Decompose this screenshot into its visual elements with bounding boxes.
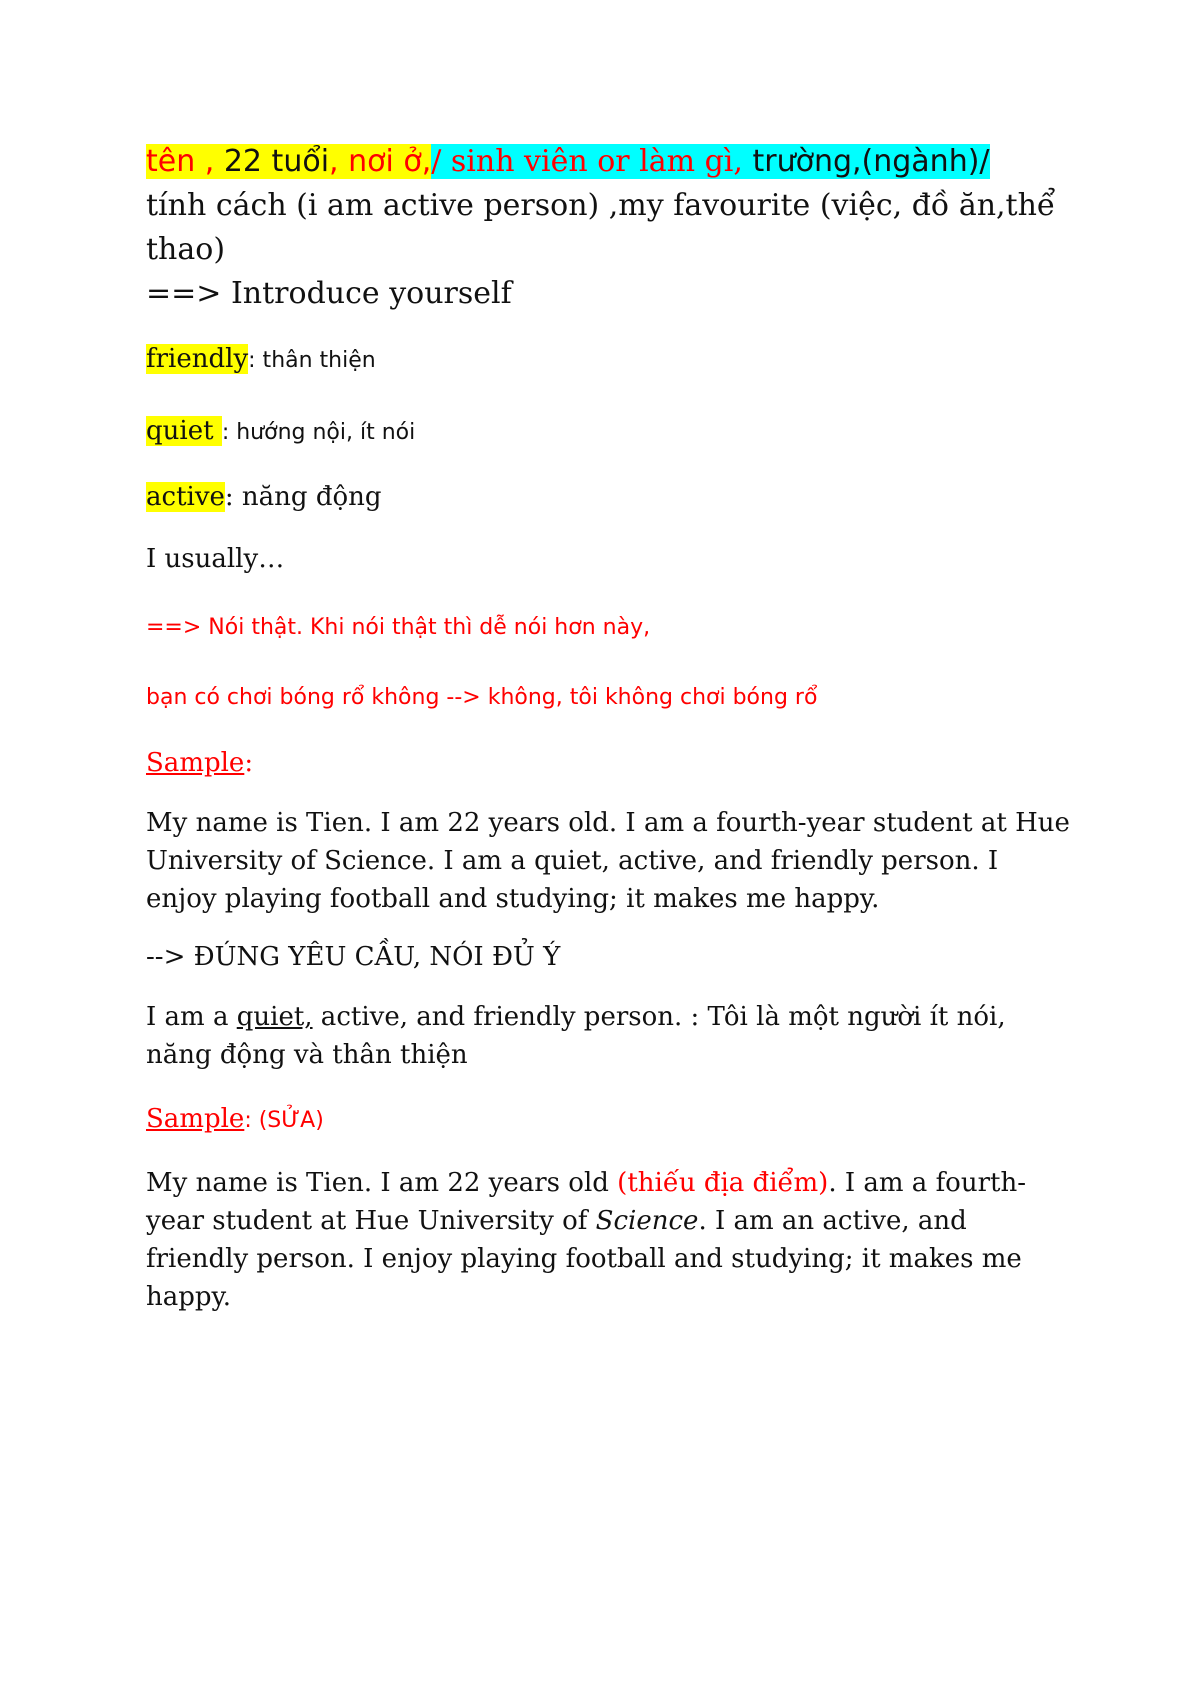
sample-fix-science: Science: [595, 1206, 699, 1236]
sample-fix-paragraph: [146, 1164, 1076, 1316]
vocab-word: friendly: [146, 344, 249, 374]
document-page: [146, 140, 1076, 1316]
translation-paragraph: [146, 998, 1076, 1074]
translation-quiet: quiet,: [236, 1002, 313, 1032]
header-line: [146, 140, 1076, 184]
vocab-word: quiet: [146, 416, 222, 446]
vocab-active: [146, 478, 1076, 516]
header-occupation: / sinh viên or làm gì,: [431, 144, 753, 179]
vocab-word: active: [146, 482, 225, 512]
requirement-line: --> ĐÚNG YÊU CẦU, NÓI ĐỦ Ý: [146, 942, 561, 972]
sample-fix-missing: (thiếu địa điểm): [617, 1168, 829, 1198]
usually-line: I usually…: [146, 544, 285, 574]
note-line-2: bạn có chơi bóng rổ không --> không, tôi không chơi bóng rổ: [146, 685, 818, 710]
note-line-1: ==> Nói thật. Khi nói thật thì dễ nói hơn này,: [146, 615, 651, 640]
header-name: tên ,: [146, 144, 215, 179]
vocab-quiet: [146, 412, 1076, 450]
introduce-line: ==> Introduce yourself: [146, 276, 512, 311]
sample-colon: :: [244, 748, 254, 778]
traits-line: tính cách (i am active person) ,my favourite (việc, đồ ăn,thể thao): [146, 188, 1056, 267]
header-school: trường,(ngành)/: [752, 144, 990, 179]
vocab-meaning: : năng động: [224, 482, 382, 512]
header-age: 22 tuổi: [214, 144, 330, 179]
vocab-meaning: : thân thiện: [248, 348, 376, 373]
vocab-friendly: [146, 340, 1076, 378]
sample-fix-label: Sample: [146, 1104, 245, 1134]
sample-label: Sample: [146, 748, 245, 778]
translation-pre: I am a: [146, 1002, 237, 1032]
vocab-meaning: : hướng nội, ít nói: [221, 420, 416, 445]
translation-rest: active, and friendly person. : Tôi là một người ít nói, năng động và thân thiện: [146, 1002, 1006, 1070]
sample-paragraph: My name is Tien. I am 22 years old. I am a fourth-year student at Hue University of Science. I am a quiet, active, and friendly person. I enjoy playing football and studying; it makes me happy.: [146, 808, 1070, 914]
sample-fix-suffix: : (SỬA): [244, 1108, 324, 1133]
sample-fix-heading: [146, 1100, 1076, 1138]
sample-heading: [146, 744, 1076, 782]
sample-fix-text1: My name is Tien. I am 22 years old: [146, 1168, 618, 1198]
sample-fix-text2: . I am a fourth-year student at Hue University of: [146, 1168, 1026, 1236]
header-place: , nơi ở,: [329, 144, 432, 179]
sample-fix-text3: . I am an active, and friendly person. I enjoy playing football and studying; it makes me happy.: [146, 1206, 1022, 1312]
